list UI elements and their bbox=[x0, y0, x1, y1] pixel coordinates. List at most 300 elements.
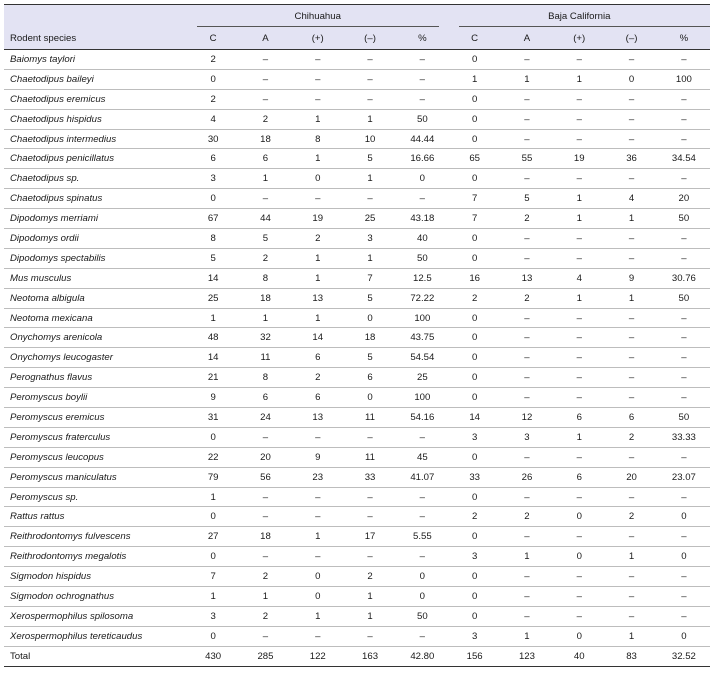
column-header-baja-c: C bbox=[449, 27, 501, 50]
species-name: Chaetodipus eremicus bbox=[4, 89, 187, 109]
cell-chi-c: 0 bbox=[187, 189, 239, 209]
cell-baja-minus: 36 bbox=[605, 149, 657, 169]
cell-baja-minus: – bbox=[605, 388, 657, 408]
cell-baja-plus: 0 bbox=[553, 626, 605, 646]
cell-baja-percent: 33.33 bbox=[658, 427, 710, 447]
cell-chi-percent: – bbox=[396, 507, 448, 527]
column-header-species: Rodent species bbox=[4, 27, 187, 50]
cell-baja-minus: 9 bbox=[605, 268, 657, 288]
cell-chi-plus: 19 bbox=[292, 209, 344, 229]
cell-chi-a: 6 bbox=[239, 388, 291, 408]
cell-baja-c: 0 bbox=[449, 388, 501, 408]
cell-chi-minus: 5 bbox=[344, 348, 396, 368]
species-name: Sigmodon hispidus bbox=[4, 567, 187, 587]
group-label-baja-california: Baja California bbox=[548, 10, 611, 22]
cell-baja-a: – bbox=[501, 587, 553, 607]
cell-chi-minus: 0 bbox=[344, 388, 396, 408]
cell-baja-percent: – bbox=[658, 587, 710, 607]
cell-chi-minus: – bbox=[344, 507, 396, 527]
cell-baja-a: – bbox=[501, 388, 553, 408]
cell-baja-a: – bbox=[501, 229, 553, 249]
cell-baja-plus: – bbox=[553, 348, 605, 368]
cell-chi-a: 56 bbox=[239, 467, 291, 487]
table-body bbox=[4, 50, 710, 667]
cell-chi-percent: – bbox=[396, 89, 448, 109]
cell-baja-plus: – bbox=[553, 487, 605, 507]
species-name: Reithrodontomys megalotis bbox=[4, 547, 187, 567]
cell-chi-c: 1 bbox=[187, 487, 239, 507]
cell-chi-percent: 50 bbox=[396, 248, 448, 268]
table-row bbox=[4, 408, 710, 428]
cell-chi-percent: 0 bbox=[396, 567, 448, 587]
rodent-species-table bbox=[4, 4, 710, 667]
cell-baja-percent: 50 bbox=[658, 288, 710, 308]
cell-baja-plus: 1 bbox=[553, 189, 605, 209]
cell-baja-c: 3 bbox=[449, 547, 501, 567]
cell-chi-a: – bbox=[239, 427, 291, 447]
cell-chi-minus: – bbox=[344, 50, 396, 70]
cell-chi-minus: 0 bbox=[344, 308, 396, 328]
cell-chi-minus: 18 bbox=[344, 328, 396, 348]
cell-baja-c: 0 bbox=[449, 89, 501, 109]
cell-chi-plus: 1 bbox=[292, 109, 344, 129]
cell-baja-minus: – bbox=[605, 567, 657, 587]
total-label: Total bbox=[4, 646, 187, 666]
cell-chi-minus: – bbox=[344, 89, 396, 109]
cell-chi-plus: 9 bbox=[292, 447, 344, 467]
species-name: Onychomys arenicola bbox=[4, 328, 187, 348]
species-name: Dipodomys ordii bbox=[4, 229, 187, 249]
cell-chi-a: 18 bbox=[239, 288, 291, 308]
cell-baja-plus: – bbox=[553, 169, 605, 189]
cell-chi-a: 2 bbox=[239, 248, 291, 268]
table-row bbox=[4, 567, 710, 587]
cell-chi-percent: 0 bbox=[396, 169, 448, 189]
cell-baja-percent: 20 bbox=[658, 189, 710, 209]
cell-baja-minus: – bbox=[605, 229, 657, 249]
column-header-chi-plus: (+) bbox=[292, 27, 344, 50]
table-row bbox=[4, 169, 710, 189]
table-row bbox=[4, 129, 710, 149]
cell-baja-minus: 1 bbox=[605, 288, 657, 308]
table-row bbox=[4, 109, 710, 129]
cell-baja-plus: 6 bbox=[553, 467, 605, 487]
table-row bbox=[4, 606, 710, 626]
cell-chi-plus: – bbox=[292, 487, 344, 507]
cell-baja-a: 55 bbox=[501, 149, 553, 169]
cell-chi-minus: 1 bbox=[344, 169, 396, 189]
cell-baja-a: 1 bbox=[501, 626, 553, 646]
cell-baja-minus: – bbox=[605, 606, 657, 626]
cell-baja-c: 0 bbox=[449, 229, 501, 249]
cell-baja-percent: – bbox=[658, 229, 710, 249]
cell-baja-minus: 2 bbox=[605, 507, 657, 527]
cell-baja-c: 14 bbox=[449, 408, 501, 428]
cell-baja-percent: 50 bbox=[658, 209, 710, 229]
cell-baja-percent: – bbox=[658, 248, 710, 268]
cell-baja-plus: 0 bbox=[553, 507, 605, 527]
group-header-blank bbox=[4, 5, 187, 28]
cell-baja-a: 2 bbox=[501, 507, 553, 527]
cell-chi-minus: 5 bbox=[344, 149, 396, 169]
cell-chi-c: 0 bbox=[187, 69, 239, 89]
cell-baja-plus: 1 bbox=[553, 209, 605, 229]
cell-baja-c: 0 bbox=[449, 169, 501, 189]
cell-baja-percent: 34.54 bbox=[658, 149, 710, 169]
table-row bbox=[4, 547, 710, 567]
species-name: Mus musculus bbox=[4, 268, 187, 288]
cell-chi-percent: 100 bbox=[396, 388, 448, 408]
cell-baja-a: – bbox=[501, 527, 553, 547]
cell-chi-percent: 42.80 bbox=[396, 646, 448, 666]
cell-chi-percent: 43.18 bbox=[396, 209, 448, 229]
cell-baja-c: 1 bbox=[449, 69, 501, 89]
table-row bbox=[4, 527, 710, 547]
cell-chi-a: 1 bbox=[239, 308, 291, 328]
cell-baja-percent: – bbox=[658, 308, 710, 328]
cell-chi-plus: 13 bbox=[292, 288, 344, 308]
cell-baja-plus: – bbox=[553, 527, 605, 547]
cell-baja-minus: – bbox=[605, 308, 657, 328]
cell-chi-percent: 100 bbox=[396, 308, 448, 328]
cell-baja-percent: 0 bbox=[658, 626, 710, 646]
cell-baja-plus: 1 bbox=[553, 427, 605, 447]
cell-baja-c: 33 bbox=[449, 467, 501, 487]
cell-chi-percent: – bbox=[396, 626, 448, 646]
cell-chi-plus: 6 bbox=[292, 388, 344, 408]
cell-chi-a: 18 bbox=[239, 129, 291, 149]
species-name: Perognathus flavus bbox=[4, 368, 187, 388]
cell-baja-percent: – bbox=[658, 129, 710, 149]
cell-chi-c: 0 bbox=[187, 626, 239, 646]
table-row bbox=[4, 50, 710, 70]
cell-baja-plus: – bbox=[553, 368, 605, 388]
table-row bbox=[4, 209, 710, 229]
cell-chi-plus: – bbox=[292, 626, 344, 646]
cell-baja-minus: – bbox=[605, 169, 657, 189]
cell-chi-a: – bbox=[239, 89, 291, 109]
cell-baja-percent: 0 bbox=[658, 507, 710, 527]
species-name: Onychomys leucogaster bbox=[4, 348, 187, 368]
cell-chi-c: 27 bbox=[187, 527, 239, 547]
cell-chi-percent: 45 bbox=[396, 447, 448, 467]
cell-chi-percent: 40 bbox=[396, 229, 448, 249]
column-header-chi-minus: (–) bbox=[344, 27, 396, 50]
cell-baja-minus: – bbox=[605, 487, 657, 507]
cell-chi-percent: – bbox=[396, 487, 448, 507]
cell-baja-a: 2 bbox=[501, 288, 553, 308]
cell-baja-percent: – bbox=[658, 606, 710, 626]
cell-chi-percent: – bbox=[396, 547, 448, 567]
table-row bbox=[4, 587, 710, 607]
column-header-chi-a: A bbox=[239, 27, 291, 50]
cell-chi-a: 24 bbox=[239, 408, 291, 428]
table-row bbox=[4, 368, 710, 388]
cell-baja-minus: 1 bbox=[605, 547, 657, 567]
column-header-baja-minus: (–) bbox=[605, 27, 657, 50]
cell-baja-plus: – bbox=[553, 50, 605, 70]
cell-chi-plus: 1 bbox=[292, 149, 344, 169]
cell-baja-percent: – bbox=[658, 109, 710, 129]
cell-chi-minus: 7 bbox=[344, 268, 396, 288]
cell-baja-a: – bbox=[501, 109, 553, 129]
cell-chi-c: 25 bbox=[187, 288, 239, 308]
cell-baja-percent: – bbox=[658, 567, 710, 587]
species-name: Dipodomys spectabilis bbox=[4, 248, 187, 268]
species-name: Chaetodipus sp. bbox=[4, 169, 187, 189]
table-row bbox=[4, 626, 710, 646]
cell-chi-a: 8 bbox=[239, 268, 291, 288]
species-name: Chaetodipus penicillatus bbox=[4, 149, 187, 169]
cell-chi-plus: – bbox=[292, 507, 344, 527]
cell-baja-minus: – bbox=[605, 368, 657, 388]
cell-chi-a: 11 bbox=[239, 348, 291, 368]
cell-baja-c: 16 bbox=[449, 268, 501, 288]
table-row bbox=[4, 388, 710, 408]
cell-baja-plus: 6 bbox=[553, 408, 605, 428]
cell-baja-c: 7 bbox=[449, 209, 501, 229]
cell-chi-minus: 1 bbox=[344, 248, 396, 268]
cell-chi-a: 2 bbox=[239, 606, 291, 626]
cell-chi-c: 6 bbox=[187, 149, 239, 169]
cell-chi-minus: 25 bbox=[344, 209, 396, 229]
cell-chi-percent: 12.5 bbox=[396, 268, 448, 288]
table-row bbox=[4, 149, 710, 169]
species-name: Neotoma mexicana bbox=[4, 308, 187, 328]
group-underline-baja-california bbox=[459, 26, 711, 27]
cell-chi-minus: 1 bbox=[344, 606, 396, 626]
cell-chi-percent: 16.66 bbox=[396, 149, 448, 169]
cell-baja-plus: – bbox=[553, 388, 605, 408]
cell-chi-minus: – bbox=[344, 547, 396, 567]
cell-baja-percent: 0 bbox=[658, 547, 710, 567]
cell-chi-c: 5 bbox=[187, 248, 239, 268]
cell-chi-plus: 1 bbox=[292, 527, 344, 547]
species-name: Chaetodipus spinatus bbox=[4, 189, 187, 209]
cell-baja-percent: – bbox=[658, 169, 710, 189]
species-name: Peromyscus sp. bbox=[4, 487, 187, 507]
species-name: Rattus rattus bbox=[4, 507, 187, 527]
cell-baja-percent: – bbox=[658, 89, 710, 109]
cell-chi-a: 20 bbox=[239, 447, 291, 467]
cell-baja-a: – bbox=[501, 50, 553, 70]
cell-baja-plus: – bbox=[553, 129, 605, 149]
species-name: Peromyscus eremicus bbox=[4, 408, 187, 428]
cell-baja-c: 0 bbox=[449, 248, 501, 268]
cell-chi-plus: – bbox=[292, 50, 344, 70]
cell-baja-plus: 4 bbox=[553, 268, 605, 288]
cell-chi-a: 285 bbox=[239, 646, 291, 666]
cell-chi-a: – bbox=[239, 69, 291, 89]
cell-chi-percent: 5.55 bbox=[396, 527, 448, 547]
cell-baja-percent: 100 bbox=[658, 69, 710, 89]
cell-chi-c: 22 bbox=[187, 447, 239, 467]
cell-baja-c: 2 bbox=[449, 288, 501, 308]
cell-chi-plus: – bbox=[292, 547, 344, 567]
cell-baja-percent: 23.07 bbox=[658, 467, 710, 487]
cell-chi-c: 0 bbox=[187, 547, 239, 567]
table-total-row bbox=[4, 646, 710, 666]
species-name: Baiomys taylori bbox=[4, 50, 187, 70]
table-row bbox=[4, 229, 710, 249]
cell-baja-c: 65 bbox=[449, 149, 501, 169]
cell-chi-minus: 10 bbox=[344, 129, 396, 149]
species-name: Chaetodipus intermedius bbox=[4, 129, 187, 149]
cell-baja-plus: 1 bbox=[553, 288, 605, 308]
cell-baja-plus: 0 bbox=[553, 547, 605, 567]
cell-baja-percent: – bbox=[658, 487, 710, 507]
column-header-row bbox=[4, 27, 710, 50]
cell-chi-a: 44 bbox=[239, 209, 291, 229]
cell-chi-minus: – bbox=[344, 487, 396, 507]
cell-baja-c: 0 bbox=[449, 50, 501, 70]
group-header-baja-california bbox=[449, 5, 711, 28]
data-table-container bbox=[4, 4, 710, 667]
cell-baja-plus: – bbox=[553, 89, 605, 109]
cell-chi-c: 1 bbox=[187, 308, 239, 328]
table-row bbox=[4, 348, 710, 368]
cell-baja-percent: – bbox=[658, 328, 710, 348]
species-name: Sigmodon ochrognathus bbox=[4, 587, 187, 607]
cell-chi-c: 8 bbox=[187, 229, 239, 249]
cell-baja-c: 0 bbox=[449, 129, 501, 149]
cell-chi-c: 2 bbox=[187, 50, 239, 70]
cell-baja-c: 0 bbox=[449, 606, 501, 626]
cell-chi-plus: 8 bbox=[292, 129, 344, 149]
cell-chi-plus: – bbox=[292, 89, 344, 109]
cell-chi-plus: 6 bbox=[292, 348, 344, 368]
cell-baja-a: 3 bbox=[501, 427, 553, 447]
species-name: Chaetodipus hispidus bbox=[4, 109, 187, 129]
cell-chi-c: 1 bbox=[187, 587, 239, 607]
cell-chi-minus: – bbox=[344, 69, 396, 89]
species-name: Xerospermophilus spilosoma bbox=[4, 606, 187, 626]
cell-chi-minus: 11 bbox=[344, 408, 396, 428]
cell-chi-a: 32 bbox=[239, 328, 291, 348]
cell-chi-minus: 2 bbox=[344, 567, 396, 587]
cell-baja-a: – bbox=[501, 348, 553, 368]
group-header-row bbox=[4, 5, 710, 28]
cell-chi-c: 3 bbox=[187, 169, 239, 189]
cell-chi-c: 21 bbox=[187, 368, 239, 388]
cell-baja-minus: – bbox=[605, 328, 657, 348]
column-header-baja-a: A bbox=[501, 27, 553, 50]
cell-baja-plus: – bbox=[553, 567, 605, 587]
cell-baja-minus: – bbox=[605, 129, 657, 149]
cell-chi-c: 7 bbox=[187, 567, 239, 587]
cell-baja-minus: 0 bbox=[605, 69, 657, 89]
cell-baja-percent: 50 bbox=[658, 408, 710, 428]
cell-baja-minus: 20 bbox=[605, 467, 657, 487]
cell-baja-minus: 6 bbox=[605, 408, 657, 428]
cell-baja-minus: – bbox=[605, 248, 657, 268]
cell-baja-percent: 32.52 bbox=[658, 646, 710, 666]
cell-chi-c: 14 bbox=[187, 348, 239, 368]
cell-chi-a: – bbox=[239, 547, 291, 567]
cell-baja-a: – bbox=[501, 308, 553, 328]
cell-baja-c: 7 bbox=[449, 189, 501, 209]
cell-chi-percent: 43.75 bbox=[396, 328, 448, 348]
column-header-chi-percent: % bbox=[396, 27, 448, 50]
cell-chi-minus: 3 bbox=[344, 229, 396, 249]
cell-baja-minus: 4 bbox=[605, 189, 657, 209]
cell-chi-minus: – bbox=[344, 189, 396, 209]
cell-baja-minus: 1 bbox=[605, 626, 657, 646]
group-underline-chihuahua bbox=[197, 26, 439, 27]
cell-chi-minus: 11 bbox=[344, 447, 396, 467]
cell-chi-percent: 72.22 bbox=[396, 288, 448, 308]
table-row bbox=[4, 89, 710, 109]
cell-baja-c: 0 bbox=[449, 487, 501, 507]
cell-chi-minus: 6 bbox=[344, 368, 396, 388]
cell-chi-c: 3 bbox=[187, 606, 239, 626]
cell-chi-c: 0 bbox=[187, 507, 239, 527]
cell-chi-a: – bbox=[239, 189, 291, 209]
cell-baja-plus: 1 bbox=[553, 69, 605, 89]
cell-baja-percent: 30.76 bbox=[658, 268, 710, 288]
cell-baja-minus: – bbox=[605, 447, 657, 467]
cell-baja-a: – bbox=[501, 567, 553, 587]
cell-baja-plus: – bbox=[553, 109, 605, 129]
cell-chi-plus: 13 bbox=[292, 408, 344, 428]
cell-chi-percent: 50 bbox=[396, 109, 448, 129]
table-row bbox=[4, 248, 710, 268]
cell-chi-plus: – bbox=[292, 69, 344, 89]
cell-chi-minus: 33 bbox=[344, 467, 396, 487]
table-row bbox=[4, 467, 710, 487]
cell-chi-a: 8 bbox=[239, 368, 291, 388]
cell-baja-c: 0 bbox=[449, 447, 501, 467]
cell-baja-plus: – bbox=[553, 587, 605, 607]
cell-baja-c: 0 bbox=[449, 109, 501, 129]
cell-baja-a: – bbox=[501, 248, 553, 268]
cell-chi-c: 31 bbox=[187, 408, 239, 428]
cell-chi-c: 67 bbox=[187, 209, 239, 229]
cell-chi-percent: 41.07 bbox=[396, 467, 448, 487]
column-header-baja-percent: % bbox=[658, 27, 710, 50]
cell-chi-plus: 23 bbox=[292, 467, 344, 487]
table-row bbox=[4, 308, 710, 328]
cell-chi-minus: 5 bbox=[344, 288, 396, 308]
cell-chi-c: 14 bbox=[187, 268, 239, 288]
cell-baja-a: 12 bbox=[501, 408, 553, 428]
cell-chi-plus: 0 bbox=[292, 587, 344, 607]
cell-baja-c: 3 bbox=[449, 626, 501, 646]
cell-baja-percent: – bbox=[658, 348, 710, 368]
cell-chi-c: 79 bbox=[187, 467, 239, 487]
cell-chi-plus: 122 bbox=[292, 646, 344, 666]
species-name: Peromyscus maniculatus bbox=[4, 467, 187, 487]
cell-chi-plus: 1 bbox=[292, 308, 344, 328]
cell-baja-c: 0 bbox=[449, 328, 501, 348]
cell-chi-plus: 1 bbox=[292, 248, 344, 268]
cell-chi-plus: 0 bbox=[292, 169, 344, 189]
species-name: Neotoma albigula bbox=[4, 288, 187, 308]
cell-baja-minus: 83 bbox=[605, 646, 657, 666]
cell-baja-minus: – bbox=[605, 50, 657, 70]
cell-chi-c: 0 bbox=[187, 427, 239, 447]
cell-baja-plus: – bbox=[553, 606, 605, 626]
cell-baja-a: 5 bbox=[501, 189, 553, 209]
cell-baja-a: – bbox=[501, 328, 553, 348]
cell-baja-a: 1 bbox=[501, 69, 553, 89]
cell-chi-a: 6 bbox=[239, 149, 291, 169]
column-header-chi-c: C bbox=[187, 27, 239, 50]
cell-chi-plus: 2 bbox=[292, 229, 344, 249]
cell-chi-c: 9 bbox=[187, 388, 239, 408]
cell-baja-a: 13 bbox=[501, 268, 553, 288]
cell-baja-c: 0 bbox=[449, 567, 501, 587]
